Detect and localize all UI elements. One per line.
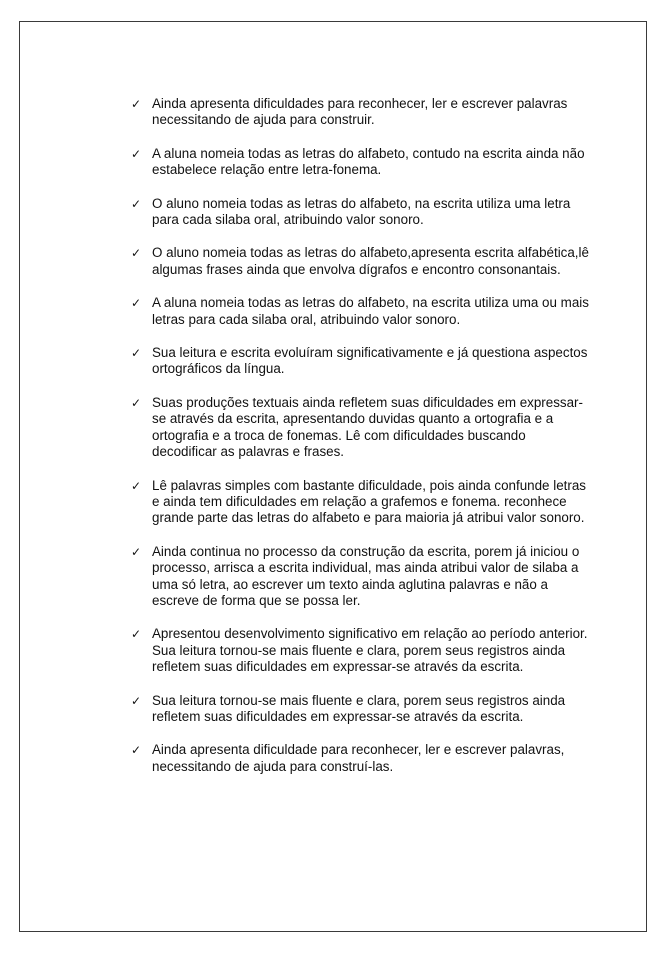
list-item-text: Lê palavras simples com bastante dificuldade, pois ainda confunde letras e ainda tem dificuldades em relação a grafemos e fonema. reconhece grande parte das letras do alfabeto e para maioria já atribui valor sonoro. — [152, 477, 586, 526]
list-item — [131, 196, 591, 229]
list-item-text: Sua leitura e escrita evoluíram significativamente e já questiona aspectos ortográficos da língua. — [152, 345, 588, 377]
checkmark-icon: ✓ — [131, 97, 142, 111]
checkmark-icon: ✓ — [131, 544, 142, 559]
list-item — [131, 626, 591, 675]
document-page — [19, 21, 647, 932]
list-item-text: Suas produções textuais ainda refletem suas dificuldades em expressar-se através da escrita, apresentando duvidas quanto a ortografia e a ortografia e a troca de fonemas. Lê com dificuldades buscando decodificar as palavras e frases. — [152, 394, 583, 460]
list-item-text: O aluno nomeia todas as letras do alfabeto, na escrita utiliza uma letra para cada silaba oral, atribuindo valor sonoro. — [152, 195, 571, 228]
checkmark-icon: ✓ — [131, 296, 142, 311]
checklist — [131, 96, 591, 792]
checkmark-icon: ✓ — [131, 395, 142, 410]
list-item-text: Ainda apresenta dificuldade para reconhecer, ler e escrever palavras, necessitando de ajuda para construí-las. — [152, 742, 565, 774]
list-item — [131, 693, 591, 726]
list-item-text: A aluna nomeia todas as letras do alfabeto, na escrita utiliza uma ou mais letras para cada silaba oral, atribuindo valor sonoro. — [152, 295, 589, 327]
list-item — [131, 96, 591, 129]
list-item-text: A aluna nomeia todas as letras do alfabeto, contudo na escrita ainda não estabelece relação entre letra-fonema. — [152, 145, 585, 178]
list-item-text: Apresentou desenvolvimento significativo em relação ao período anterior. Sua leitura tornou-se mais fluente e clara, porem seus registros ainda refletem suas dificuldades em expressar-se através da escrita. — [152, 626, 588, 675]
list-item — [131, 742, 591, 775]
checkmark-icon: ✓ — [131, 196, 142, 211]
list-item-text: Ainda continua no processo da construção da escrita, porem já iniciou o processo, arrisca a escrita individual, mas ainda atribui valor de silaba a uma só letra, ao escrever um texto ainda aglutina palavras e não a escreve de forma que se possa ler. — [152, 543, 580, 608]
list-item — [131, 345, 591, 378]
list-item — [131, 295, 591, 328]
checkmark-icon: ✓ — [131, 743, 142, 758]
list-item — [131, 395, 591, 461]
checkmark-icon: ✓ — [131, 346, 142, 361]
list-item-text: O aluno nomeia todas as letras do alfabeto,apresenta escrita alfabética,lê algumas frases ainda que envolva dígrafos e encontro consonantais. — [152, 245, 589, 277]
list-item-text: Ainda apresenta dificuldades para reconhecer, ler e escrever palavras necessitando de ajuda para construir. — [152, 96, 568, 128]
list-item-text: Sua leitura tornou-se mais fluente e clara, porem seus registros ainda refletem suas dificuldades em expressar-se através da escrita. — [152, 692, 566, 724]
checkmark-icon: ✓ — [131, 246, 142, 261]
list-item — [131, 544, 591, 610]
checkmark-icon: ✓ — [131, 693, 142, 708]
list-item — [131, 146, 591, 179]
list-item — [131, 478, 591, 527]
checkmark-icon: ✓ — [131, 146, 142, 161]
checkmark-icon: ✓ — [131, 478, 142, 493]
list-item — [131, 245, 591, 278]
checkmark-icon: ✓ — [131, 627, 142, 642]
